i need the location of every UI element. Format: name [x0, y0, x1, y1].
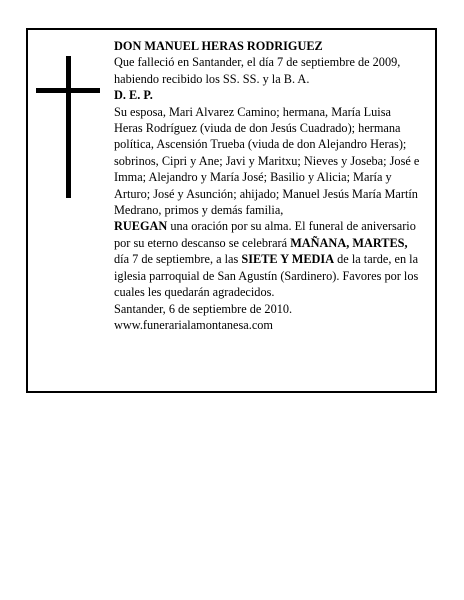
family-list: Su esposa, Mari Alvarez Camino; hermana, María Luisa Heras Rodríguez (viuda de don Jesús Cuadrado); hermana política, Ascensión Trueba (viuda de don Alejandro Heras); sobrinos, Cipri y Ane; Javi y Maritxu; Nieves y Joseba; José e Imma; Alejandro y María José; Basilio y Alicia; María y Arturo; José y Asunción; ahijado; Manuel Jesús María Martín Medrano, primos y demás familia, [114, 104, 420, 218]
funeral-time: SIETE Y MEDIA [241, 252, 335, 267]
place-date: Santander, 6 de septiembre de 2010. [114, 301, 293, 316]
deceased-name: DON MANUEL HERAS RODRIGUEZ [114, 39, 323, 53]
request-keyword: RUEGAN [114, 219, 168, 234]
rip-line: D. E. P. [114, 88, 153, 103]
request-text: una oración por su alma. El funeral de aniversario por su eterno descanso se celebrará [114, 219, 416, 250]
funeral-day: MAÑANA, MARTES, [290, 235, 408, 250]
funeral-announcement [114, 218, 422, 300]
website-text: www.funerarialamontanesa.com [114, 317, 273, 332]
cross-horizontal-bar [36, 88, 100, 93]
funeral-date-text: día 7 de septiembre, a las [114, 252, 242, 267]
obituary-text [114, 38, 422, 333]
funeral-location-text: de la tarde, en la iglesia parroquial de San Agustín (Sardinero). Favores por los cuales les quedarán agradecidos. [114, 252, 419, 300]
cross-icon [36, 56, 100, 198]
cross-vertical-bar [66, 56, 71, 198]
death-info: Que falleció en Santander, el día 7 de septiembre de 2009, habiendo recibido los SS. SS. y la B. A. [114, 55, 401, 86]
